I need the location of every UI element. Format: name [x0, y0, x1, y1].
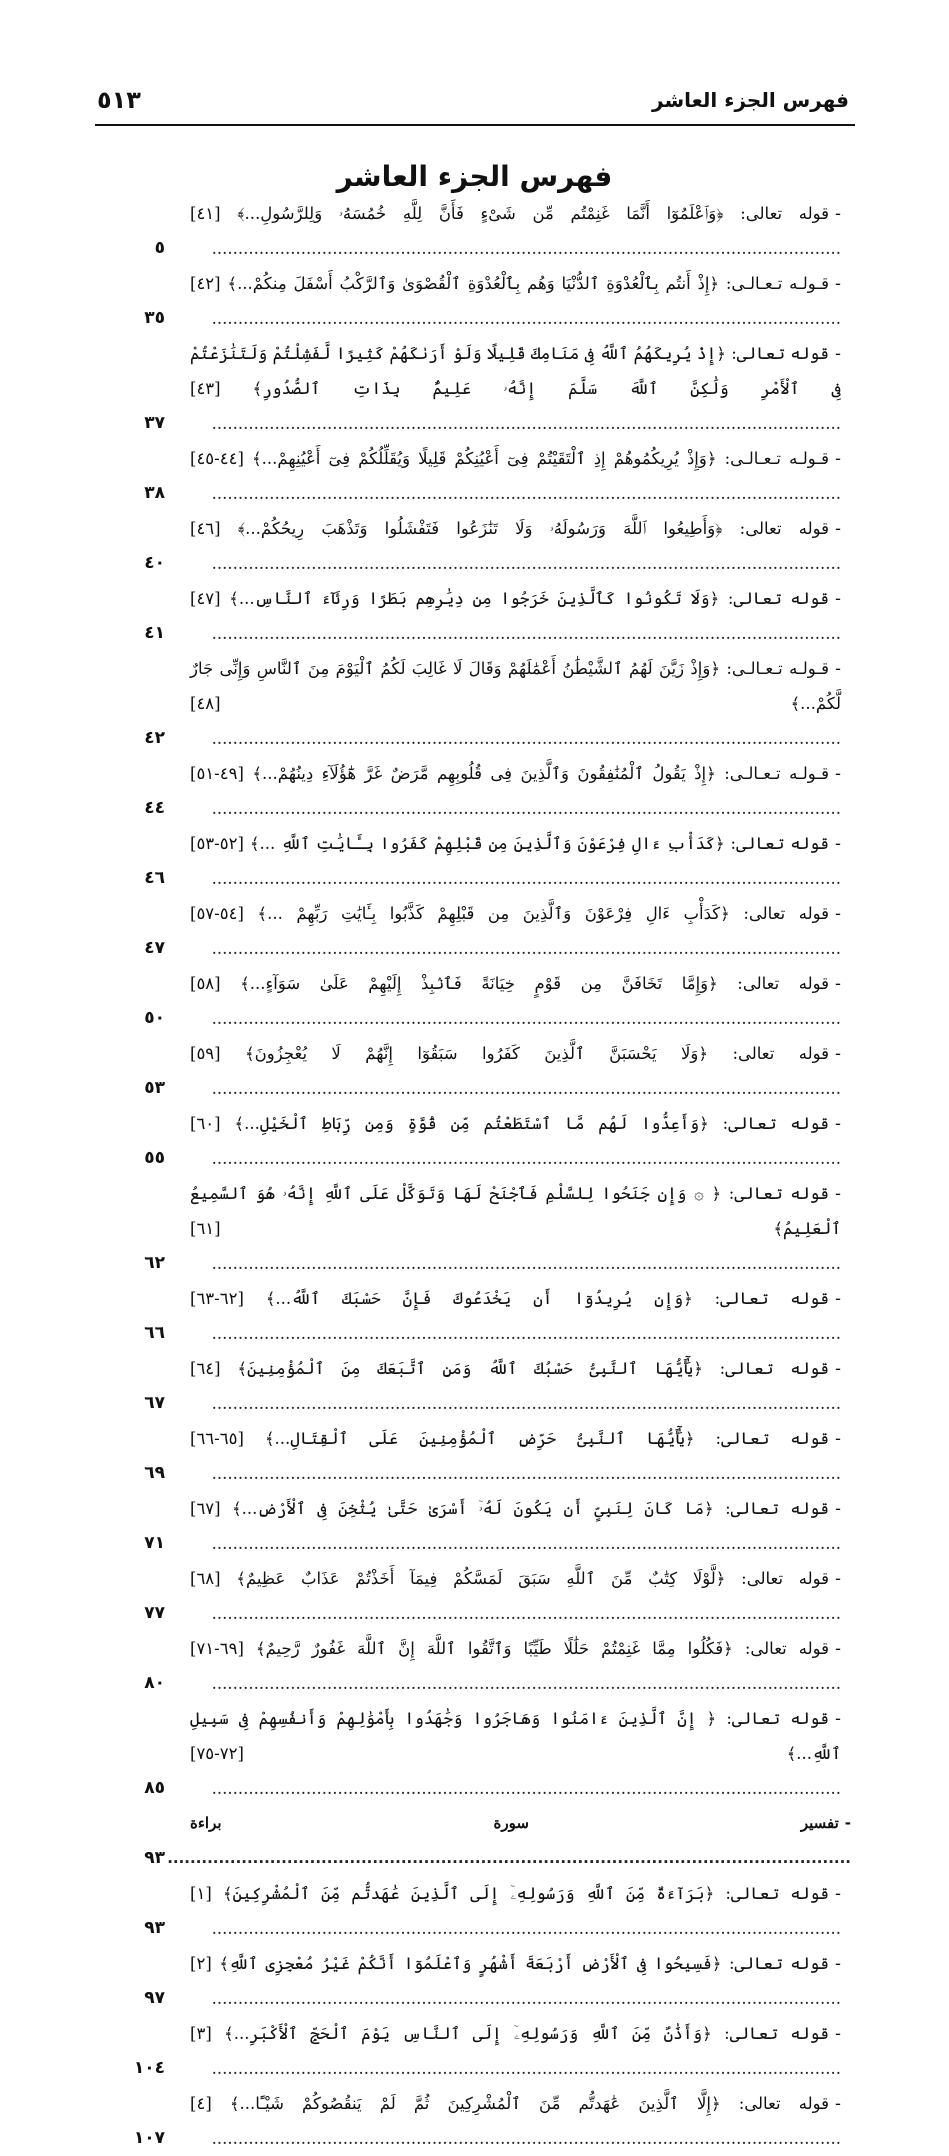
entry-page-number: ٤٦: [144, 868, 165, 888]
toc-entry: [0, 2016, 949, 2086]
leader-dots: ........................................................................................................................: [211, 2129, 841, 2148]
toc-entry: [0, 581, 949, 651]
entry-page-number: ٧٧: [144, 1603, 165, 1623]
leader-dots: ........................................................................................................................: [211, 1989, 841, 2008]
entry-dash: -: [835, 834, 841, 853]
entry-dash: -: [835, 1184, 841, 1203]
entry-text: قوله تعالى: ﴿إِذْ يُرِيكَهُمُ ٱللَّهُ فِى مَنَامِكَ قَلِيلًا وَلَوْ أَرَىٰكَهُمْ كَثِيرًا لَّفَشِلْتُمْ وَلَتَنَٰزَعْتُمْ فِى ٱلْأَمْرِ وَلَٰكِنَّ ٱللَّهَ سَلَّمَ إِنَّهُۥ عَلِيمٌۢ بِذَاتِ ٱلصُّدُورِ﴾ [٤٣]: [190, 344, 841, 398]
toc-entry: [0, 1876, 949, 1946]
toc-entry: [0, 1946, 949, 2016]
toc-entry: [0, 1631, 949, 1701]
table-of-contents: [0, 196, 949, 2156]
toc-section-heading: [0, 1806, 949, 1876]
entry-text: قوله تعالى: ﴿مَا كَانَ لِنَبِىٍّ أَن يَكُونَ لَهُۥٓ أَسْرَىٰ حَتَّىٰ يُثْخِنَ فِى ٱلْأَرْضِ...﴾ [٦٧]: [190, 1499, 830, 1518]
entry-dash: -: [835, 764, 841, 783]
entry-text: تفسير سورة براءة: [190, 1814, 839, 1832]
toc-entry: [0, 336, 949, 441]
toc-entry: [0, 1106, 949, 1176]
entry-text: قوله تعالى: ﴿لَّوْلَا كِتَٰبٌ مِّنَ ٱللَّهِ سَبَقَ لَمَسَّكُمْ فِيمَآ أَخَذْتُمْ عَذَابٌ عَظِيمٌ﴾ [٦٨]: [190, 1569, 830, 1588]
entry-dash: -: [835, 904, 841, 923]
leader-dots: ........................................................................................................................: [211, 799, 841, 818]
entry-page-number: ٦٧: [144, 1393, 165, 1413]
entry-dash: -: [835, 1289, 841, 1308]
leader-dots: ........................................................................................................................: [211, 729, 841, 748]
entry-dash: -: [835, 204, 841, 223]
leader-dots: ........................................................................................................................: [211, 1534, 841, 1553]
toc-entry: [0, 826, 949, 896]
entry-page-number: ٦٦: [144, 1323, 165, 1343]
leader-dots: ........................................................................................................................: [211, 869, 841, 888]
toc-entry: [0, 1701, 949, 1806]
leader-dots: ........................................................................................................................: [211, 1149, 841, 1168]
leader-dots: ........................................................................................................................: [167, 1849, 851, 1867]
leader-dots: ........................................................................................................................: [211, 2059, 841, 2078]
entry-page-number: ٤٧: [144, 938, 165, 958]
toc-entry: [0, 1491, 949, 1561]
toc-entry: [0, 1421, 949, 1491]
leader-dots: ........................................................................................................................: [211, 239, 841, 258]
toc-entry: [0, 1351, 949, 1421]
toc-entry: [0, 1281, 949, 1351]
entry-page-number: ٨٥: [144, 1778, 165, 1798]
entry-text: قوله تعالى: ﴿وَٱعْلَمُوٓا أَنَّمَا غَنِمْتُم مِّن شَىْءٍ فَأَنَّ لِلَّهِ خُمُسَهُۥ وَلِلرَّسُولِ...﴾ [٤١]: [190, 204, 830, 223]
entry-dash: -: [835, 1044, 841, 1063]
leader-dots: ........................................................................................................................: [211, 1919, 841, 1938]
entry-text: قوله تعالى: ﴿وَلَا يَحْسَبَنَّ ٱلَّذِينَ كَفَرُوا سَبَقُوٓا إِنَّهُمْ لَا يُعْجِزُونَ﴾ [٥٩]: [190, 1044, 830, 1063]
entry-dash: -: [835, 1569, 841, 1588]
toc-entry: [0, 1036, 949, 1106]
entry-text: قوله تعالى: ﴿وَأَعِدُّوا لَهُم مَّا ٱسْتَطَعْتُم مِّن قُوَّةٍ وَمِن رِّبَاطِ ٱلْخَيْلِ...﴾ [٦٠]: [190, 1114, 830, 1133]
entry-page-number: ٨٠: [144, 1673, 165, 1693]
toc-entry: [0, 441, 949, 511]
page-number: ٥١٣: [97, 86, 141, 114]
entry-text: قـولـه تـعـالـى: ﴿وَإِذْ زَيَّنَ لَهُمُ ٱلشَّيْطَٰنُ أَعْمَٰلَهُمْ وَقَالَ لَا غَالِبَ لَكُمُ ٱلْيَوْمَ مِنَ ٱلنَّاسِ وَإِنِّى جَارٌ لَّكُمْ...﴾ [٤٨]: [190, 659, 841, 713]
leader-dots: ........................................................................................................................: [211, 1394, 841, 1413]
entry-page-number: ٥٠: [144, 1008, 165, 1028]
entry-text: قوله تعالى: ﴿كَدَأْبِ ءَالِ فِرْعَوْنَ وَٱلَّذِينَ مِن قَبْلِهِمْ كَفَرُوا بِـَٔايَٰتِ ٱللَّهِ ...﴾ [٥٢-٥٣]: [190, 834, 830, 853]
entry-page-number: ١٠٤: [133, 2058, 165, 2078]
entry-page-number: ٩٣: [144, 1848, 165, 1868]
entry-dash: -: [835, 1359, 841, 1378]
entry-page-number: ٥٣: [144, 1078, 165, 1098]
entry-page-number: ٣٥: [144, 308, 165, 328]
entry-text: قوله تعالى: ﴿وَلَا تَكُونُوا كَٱلَّذِينَ خَرَجُوا مِن دِيَٰرِهِم بَطَرًا وَرِئَآءَ ٱلنَّاسِ...﴾ [٤٧]: [190, 589, 830, 608]
toc-entry: [0, 896, 949, 966]
entry-dash: -: [844, 1814, 851, 1832]
leader-dots: ........................................................................................................................: [211, 1604, 841, 1623]
entry-text: قوله تعالى: ﴿ إِنَّ ٱلَّذِينَ ءَامَنُوا وَهَاجَرُوا وَجَٰهَدُوا بِأَمْوَٰلِهِمْ وَأَنفُسِهِمْ فِى سَبِيلِ ٱللَّهِ...﴾ [٧٢-٧٥]: [190, 1709, 841, 1763]
entry-text: قوله تعالى: ﴿وَإِمَّا تَخَافَنَّ مِن قَوْمٍ خِيَانَةً فَٱنۢبِذْ إِلَيْهِمْ عَلَىٰ سَوَآءٍ...﴾ [٥٨]: [190, 974, 830, 993]
entry-dash: -: [835, 1499, 841, 1518]
entry-text: قوله تعالى: ﴿يَٰٓأَيُّهَا ٱلنَّبِىُّ حَرِّضِ ٱلْمُؤْمِنِينَ عَلَى ٱلْقِتَالِ...﴾ [٦٥-٦٦]: [190, 1429, 830, 1448]
entry-page-number: ٤٠: [144, 553, 165, 573]
toc-entry: [0, 196, 949, 266]
entry-text: قـولـه تـعـالـى: ﴿وَإِذْ يُرِيكُمُوهُمْ إِذِ ٱلْتَقَيْتُمْ فِىٓ أَعْيُنِكُمْ قَلِيلًا وَيُقَلِّلُكُمْ فِىٓ أَعْيُنِهِمْ...﴾ [٤٤-٤٥]: [190, 449, 830, 468]
entry-dash: -: [835, 1709, 841, 1728]
entry-text: قوله تعالى: ﴿وَإِن يُرِيدُوٓا أَن يَخْدَعُوكَ فَإِنَّ حَسْبَكَ ٱللَّهُ...﴾ [٦٢-٦٣]: [190, 1289, 830, 1308]
entry-page-number: ٤١: [144, 623, 165, 643]
entry-dash: -: [835, 659, 841, 678]
entry-dash: -: [835, 974, 841, 993]
entry-text: قوله تعالى: ﴿فَسِيحُوا فِى ٱلْأَرْضِ أَرْبَعَةَ أَشْهُرٍ وَٱعْلَمُوٓا أَنَّكُمْ غَيْرُ مُعْجِزِى ٱللَّهِ﴾ [٢]: [190, 1954, 830, 1973]
entry-text: قوله تعالى: ﴿بَرَآءَةٌ مِّنَ ٱللَّهِ وَرَسُولِهِۦٓ إِلَى ٱلَّذِينَ عَٰهَدتُّم مِّنَ ٱلْمُشْرِكِينَ﴾ [١]: [190, 1884, 830, 1903]
entry-dash: -: [835, 1429, 841, 1448]
toc-entry: [0, 756, 949, 826]
entry-dash: -: [835, 449, 841, 468]
entry-page-number: ٤٢: [144, 728, 165, 748]
running-header-title: فهرس الجزء العاشر: [652, 88, 849, 112]
entry-page-number: ٦٢: [144, 1253, 165, 1273]
entry-page-number: ٤٤: [144, 798, 165, 818]
entry-text: قوله تعالى: ﴿يَٰٓأَيُّهَا ٱلنَّبِىُّ حَسْبُكَ ٱللَّهُ وَمَنِ ٱتَّبَعَكَ مِنَ ٱلْمُؤْمِنِينَ﴾ [٦٤]: [190, 1359, 830, 1378]
entry-text: قوله تعالى: ﴿فَكُلُوا مِمَّا غَنِمْتُمْ حَلَٰلًا طَيِّبًا وَٱتَّقُوا ٱللَّهَ إِنَّ ٱللَّهَ غَفُورٌ رَّحِيمٌ﴾ [٦٩-٧١]: [190, 1639, 830, 1658]
leader-dots: ........................................................................................................................: [211, 484, 841, 503]
entry-page-number: ١٠٧: [133, 2128, 165, 2148]
entry-text: قـولـه تـعـالـى: ﴿إِذْ يَقُولُ ٱلْمُنَٰفِقُونَ وَٱلَّذِينَ فِى قُلُوبِهِم مَّرَضٌ غَرَّ هَٰٓؤُلَآءِ دِينُهُمْ...﴾ [٤٩-٥١]: [190, 764, 830, 783]
leader-dots: ........................................................................................................................: [211, 554, 841, 573]
entry-dash: -: [835, 274, 841, 293]
leader-dots: ........................................................................................................................: [211, 1779, 841, 1798]
entry-text: قوله تعالى: ﴿ ۞ وَإِن جَنَحُوا لِلسَّلْمِ فَٱجْنَحْ لَهَا وَتَوَكَّلْ عَلَى ٱللَّهِ إِنَّهُۥ هُوَ ٱلسَّمِيعُ ٱلْعَلِيمُ﴾ [٦١]: [190, 1184, 841, 1238]
toc-entry: [0, 2086, 949, 2156]
entry-page-number: ٧١: [144, 1533, 165, 1553]
leader-dots: ........................................................................................................................: [211, 1009, 841, 1028]
entry-page-number: ٥: [154, 238, 165, 258]
leader-dots: ........................................................................................................................: [211, 624, 841, 643]
leader-dots: ........................................................................................................................: [211, 309, 841, 328]
entry-page-number: ٩٣: [144, 1918, 165, 1938]
page-title: فهرس الجزء العاشر: [336, 160, 613, 193]
entry-text: قـولـه تـعـالـى: ﴿إِذْ أَنتُم بِٱلْعُدْوَةِ ٱلدُّنْيَا وَهُم بِٱلْعُدْوَةِ ٱلْقُصْوَىٰ وَٱلرَّكْبُ أَسْفَلَ مِنكُمْ...﴾ [٤٢]: [190, 274, 830, 293]
leader-dots: ........................................................................................................................: [211, 1254, 841, 1273]
entry-dash: -: [835, 1114, 841, 1133]
toc-entry: [0, 651, 949, 756]
leader-dots: ........................................................................................................................: [211, 1674, 841, 1693]
entry-dash: -: [835, 344, 841, 363]
entry-page-number: ٥٥: [144, 1148, 165, 1168]
leader-dots: ........................................................................................................................: [211, 1324, 841, 1343]
entry-page-number: ٦٩: [144, 1463, 165, 1483]
running-header: [95, 84, 855, 126]
toc-entry: [0, 1176, 949, 1281]
leader-dots: ........................................................................................................................: [211, 1464, 841, 1483]
entry-dash: -: [835, 519, 841, 538]
entry-page-number: ٩٧: [144, 1988, 165, 2008]
leader-dots: ........................................................................................................................: [211, 939, 841, 958]
toc-entry: [0, 266, 949, 336]
leader-dots: ........................................................................................................................: [211, 1079, 841, 1098]
entry-dash: -: [835, 2024, 841, 2043]
entry-text: قوله تعالى: ﴿كَدَأْبِ ءَالِ فِرْعَوْنَ وَٱلَّذِينَ مِن قَبْلِهِمْ كَذَّبُوا بِـَٔايَٰتِ رَبِّهِمْ ...﴾ [٥٤-٥٧]: [190, 904, 830, 923]
toc-entry: [0, 1561, 949, 1631]
toc-entry: [0, 966, 949, 1036]
entry-page-number: ٣٨: [144, 483, 165, 503]
entry-dash: -: [835, 2094, 841, 2113]
leader-dots: ........................................................................................................................: [211, 414, 841, 433]
entry-dash: -: [835, 1954, 841, 1973]
entry-dash: -: [835, 1639, 841, 1658]
entry-text: قوله تعالى: ﴿وَأَطِيعُوا ٱللَّهَ وَرَسُولَهُۥ وَلَا تَنَٰزَعُوا فَتَفْشَلُوا وَتَذْهَبَ رِيحُكُمْ...﴾ [٤٦]: [190, 519, 830, 538]
entry-text: قوله تعالى: ﴿وَأَذَٰنٌ مِّنَ ٱللَّهِ وَرَسُولِهِۦٓ إِلَى ٱلنَّاسِ يَوْمَ ٱلْحَجِّ ٱلْأَكْبَرِ...﴾ [٣]: [190, 2024, 830, 2043]
entry-page-number: ٣٧: [144, 413, 165, 433]
toc-entry: [0, 511, 949, 581]
entry-dash: -: [835, 1884, 841, 1903]
entry-text: قوله تعالى: ﴿إِلَّا ٱلَّذِينَ عَٰهَدتُّم مِّنَ ٱلْمُشْرِكِينَ ثُمَّ لَمْ يَنقُصُوكُمْ شَيْـًٔا...﴾ [٤]: [190, 2094, 830, 2113]
entry-dash: -: [835, 589, 841, 608]
